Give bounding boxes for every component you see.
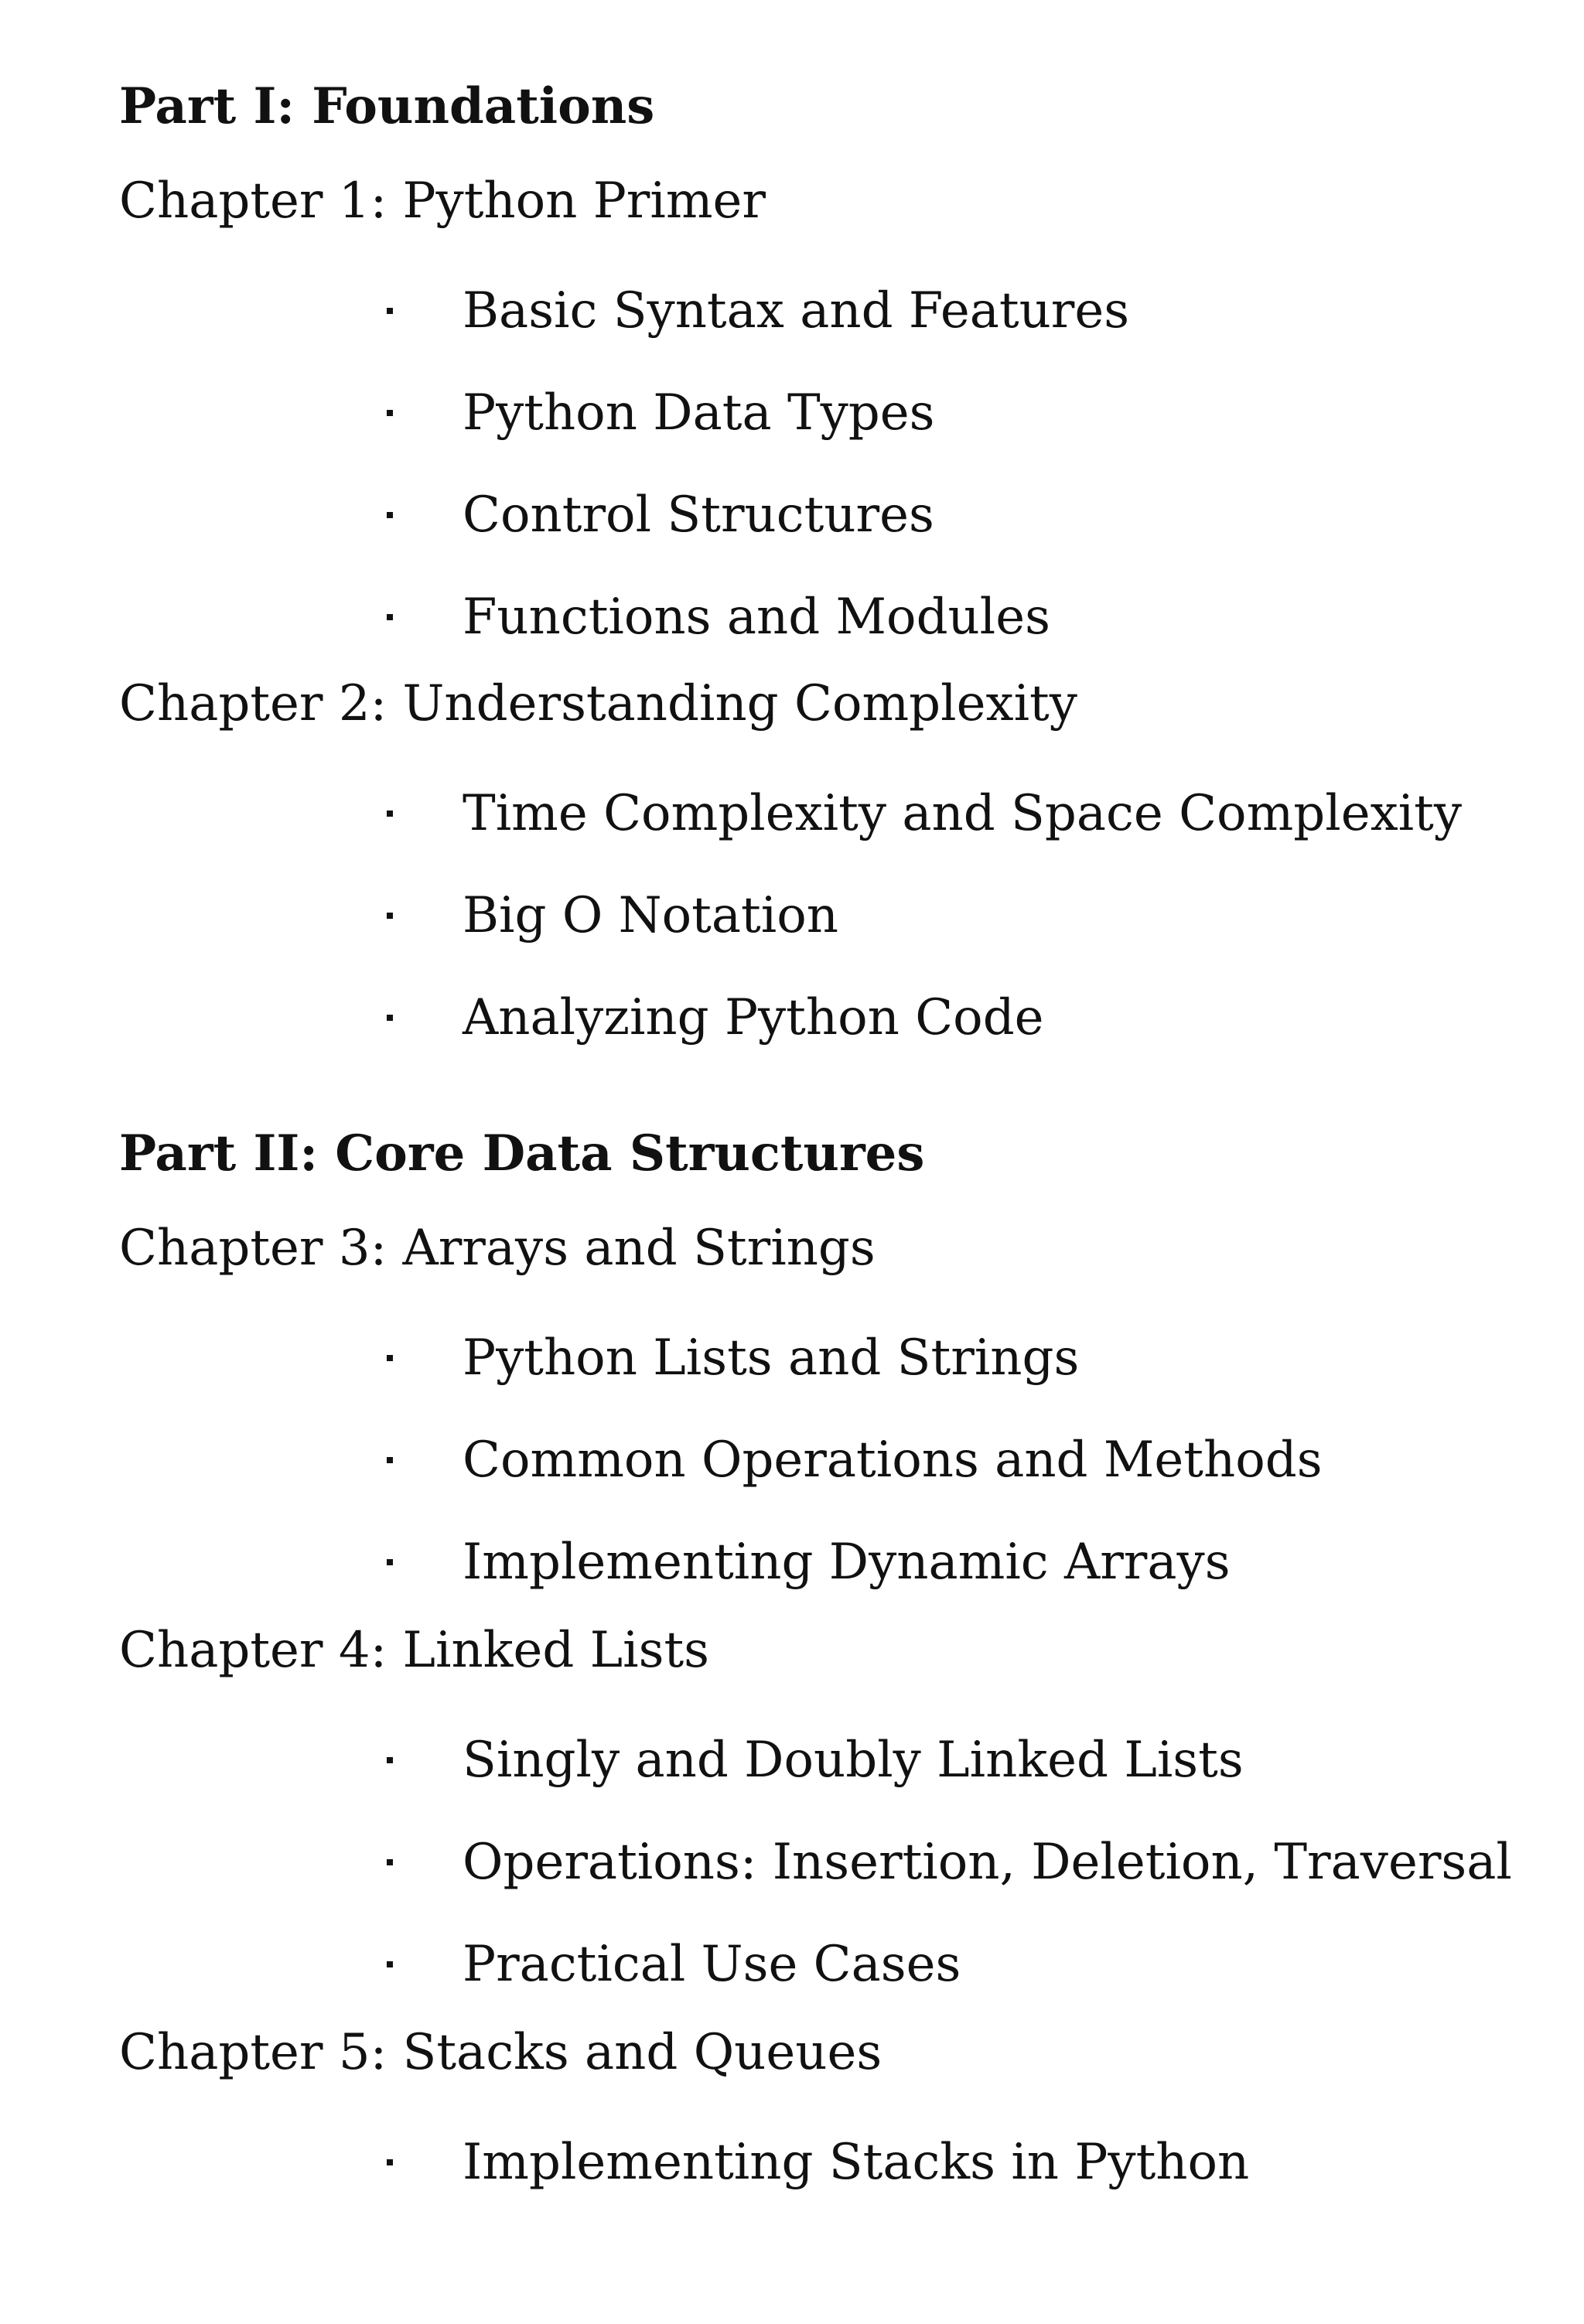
bullet-icon (387, 1457, 393, 1463)
list-item (0, 1329, 1584, 1395)
part-heading: Part I: Foundations (119, 77, 655, 135)
list-item-label: Big O Notation (463, 887, 838, 944)
bullet-icon (387, 614, 393, 620)
list-item-label: Implementing Dynamic Arrays (463, 1534, 1231, 1591)
list-item-label: Singly and Doubly Linked Lists (463, 1732, 1244, 1789)
bullet-icon (387, 913, 393, 919)
list-item-label: Operations: Insertion, Deletion, Traversal (463, 1834, 1512, 1891)
chapter-heading: Chapter 4: Linked Lists (119, 1622, 709, 1679)
list-item (0, 486, 1584, 552)
list-item (0, 1432, 1584, 1497)
list-item-label: Analyzing Python Code (463, 989, 1044, 1046)
list-item (0, 785, 1584, 851)
bullet-icon (387, 1355, 393, 1361)
bullet-icon (387, 1559, 393, 1565)
bullet-icon (387, 2159, 393, 2165)
bullet-icon (387, 308, 393, 314)
list-item (0, 887, 1584, 953)
bullet-icon (387, 1757, 393, 1763)
list-item-label: Basic Syntax and Features (463, 282, 1130, 340)
list-item (0, 2134, 1584, 2199)
list-item-label: Python Lists and Strings (463, 1329, 1080, 1387)
chapter-heading: Chapter 2: Understanding Complexity (119, 675, 1077, 732)
list-item (0, 384, 1584, 450)
bullet-icon (387, 1015, 393, 1021)
bullet-icon (387, 410, 393, 416)
bullet-icon (387, 1961, 393, 1967)
list-item (0, 1834, 1584, 1899)
chapter-heading: Chapter 3: Arrays and Strings (119, 1220, 876, 1277)
part-heading: Part II: Core Data Structures (119, 1124, 925, 1182)
bullet-icon (387, 512, 393, 518)
list-item (0, 1936, 1584, 2002)
list-item-label: Common Operations and Methods (463, 1432, 1323, 1489)
list-item-label: Implementing Stacks in Python (463, 2134, 1250, 2191)
list-item-label: Functions and Modules (463, 589, 1050, 646)
list-item-label: Python Data Types (463, 384, 935, 442)
list-item (0, 1534, 1584, 1599)
list-item (0, 589, 1584, 654)
list-item (0, 1732, 1584, 1797)
list-item (0, 282, 1584, 348)
bullet-icon (387, 1859, 393, 1865)
chapter-heading: Chapter 1: Python Primer (119, 172, 766, 230)
list-item (0, 989, 1584, 1055)
list-item-label: Time Complexity and Space Complexity (463, 785, 1462, 842)
list-item-label: Control Structures (463, 486, 934, 544)
chapter-heading: Chapter 5: Stacks and Queues (119, 2024, 882, 2081)
bullet-icon (387, 810, 393, 817)
list-item-label: Practical Use Cases (463, 1936, 961, 1993)
